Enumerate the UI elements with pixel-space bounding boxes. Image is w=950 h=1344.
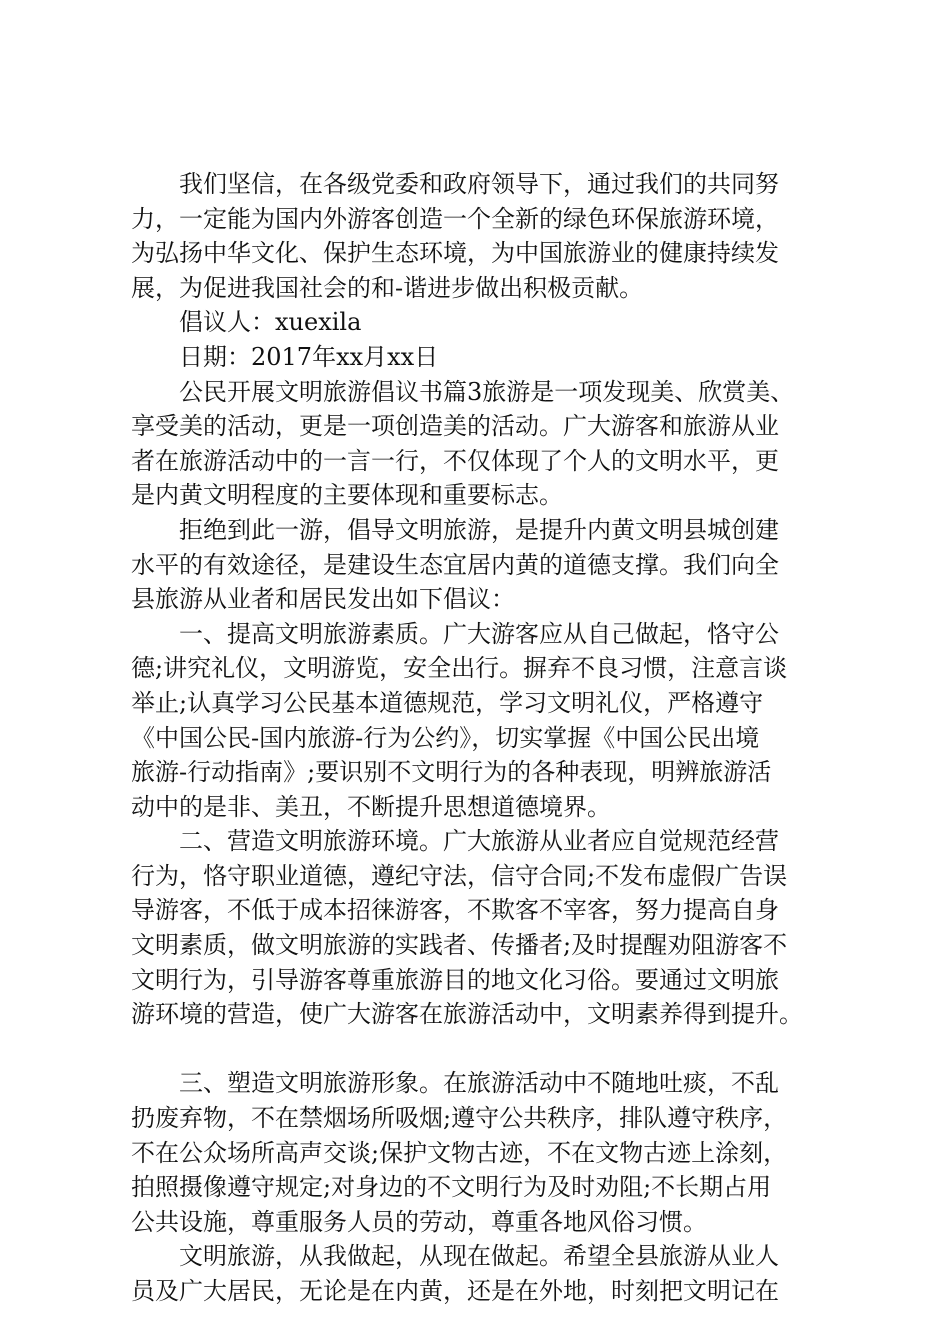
text-line: 《中国公民-国内旅游-行为公约》，切实掌握《中国公民出境 (131, 723, 760, 752)
document-body (131, 167, 851, 1309)
text-line: 水平的有效途径，是建设生态宜居内黄的道德支撑。我们向全 (131, 550, 779, 579)
text-line: 力，一定能为国内外游客创造一个全新的绿色环保旅游环境， (131, 204, 779, 233)
text-line: 享受美的活动，更是一项创造美的活动。广大游客和旅游从业 (131, 412, 779, 441)
text-line: 动中的是非、美丑，不断提升思想道德境界。 (131, 792, 611, 821)
text-line: 旅游-行动指南》;要识别不文明行为的各种表现，明辨旅游活 (131, 758, 772, 787)
text-line: 三、塑造文明旅游形象。在旅游活动中不随地吐痰，不乱 (179, 1069, 779, 1098)
text-line: 是内黄文明程度的主要体现和重要标志。 (131, 481, 563, 510)
text-line: 不在公众场所高声交谈;保护文物古迹，不在文物古迹上涂刻， (131, 1138, 788, 1167)
text-line: 员及广大居民，无论是在内黄，还是在外地，时刻把文明记在 (131, 1277, 779, 1305)
text-line: 拒绝到此一游，倡导文明旅游，是提升内黄文明县城创建 (179, 515, 779, 544)
text-line: 扔废弃物，不在禁烟场所吸烟;遵守公共秩序，排队遵守秩序， (131, 1104, 788, 1133)
text-line: 公民开展文明旅游倡议书篇3旅游是一项发现美、欣赏美、 (179, 377, 795, 406)
text-line: 文明旅游，从我做起，从现在做起。希望全县旅游从业人 (179, 1242, 779, 1271)
text-line: 为弘扬中华文化、保护生态环境，为中国旅游业的健康持续发 (131, 239, 779, 268)
text-line: 者在旅游活动中的一言一行，不仅体现了个人的文明水平，更 (131, 446, 779, 475)
text-line: 行为，恪守职业道德，遵纪守法，信守合同;不发布虚假广告误 (131, 861, 788, 890)
initiator-line: 倡议人：xuexila (179, 308, 362, 337)
text-line: 举止;认真学习公民基本道德规范，学习文明礼仪，严格遵守 (131, 688, 764, 717)
text-line: 游环境的营造，使广大游客在旅游活动中，文明素养得到提升。 (131, 1000, 803, 1029)
text-line: 公共设施，尊重服务人员的劳动，尊重各地风俗习惯。 (131, 1207, 707, 1236)
text-line: 文明素质，做文明旅游的实践者、传播者;及时提醒劝阻游客不 (131, 931, 788, 960)
text-line: 二、营造文明旅游环境。广大旅游从业者应自觉规范经营 (179, 827, 779, 856)
text-line: 导游客，不低于成本招徕游客，不欺客不宰客，努力提高自身 (131, 896, 779, 925)
text-line: 一、提高文明旅游素质。广大游客应从自己做起，恪守公 (179, 619, 779, 648)
text-line: 德;讲究礼仪，文明游览，安全出行。摒弃不良习惯，注意言谈 (131, 654, 788, 683)
text-line: 县旅游从业者和居民发出如下倡议： (131, 585, 515, 614)
blank-line (131, 1032, 851, 1067)
text-line: 我们坚信，在各级党委和政府领导下，通过我们的共同努 (179, 170, 779, 198)
text-line: 展，为促进我国社会的和-谐进步做出积极贡献。 (131, 273, 644, 302)
text-line: 拍照摄像遵守规定;对身边的不文明行为及时劝阻;不长期占用 (131, 1173, 772, 1202)
text-line: 文明行为，引导游客尊重旅游目的地文化习俗。要通过文明旅 (131, 965, 779, 994)
date-line: 日期：2017年xx月xx日 (179, 342, 439, 371)
